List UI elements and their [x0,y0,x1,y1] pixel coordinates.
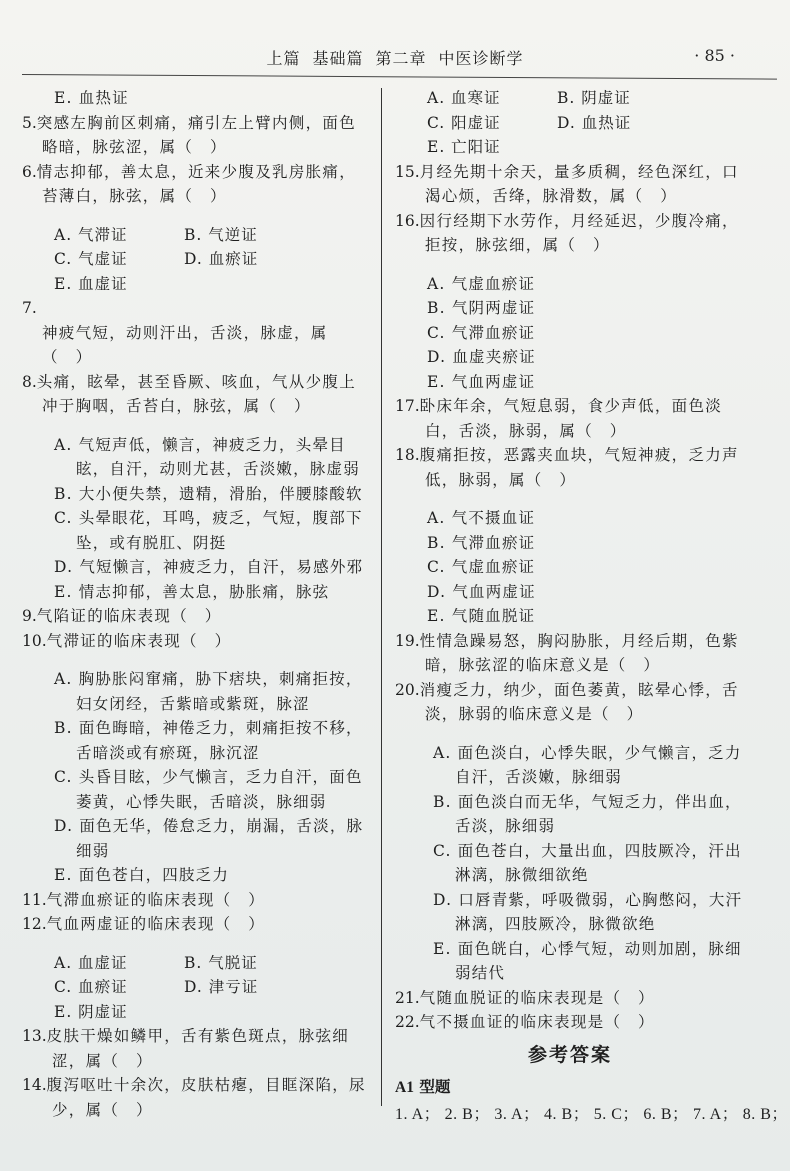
answers-heading: 参考答案 [527,1043,612,1066]
option-d: D. 气短懒言，神疲乏力，自汗，易感外邪 [54,558,364,576]
option-c: C. 头昏目眩，少气懒言，乏力自汗，面色萎黄，心悸失眠，舌暗淡，脉细弱 [54,768,363,811]
question-number: 12. [22,915,47,933]
option-b: B. 大小便失禁，遗精，滑胎，伴腰膝酸软 [54,484,363,503]
question-number: 17. [395,397,420,415]
question-number: 6. [22,162,37,181]
question-number: 21. [395,988,420,1007]
question-text: 神疲气短，动则汗出，舌淡，脉虚，属（ ） [42,323,328,366]
option-e: E. 气血两虚证 [427,372,536,391]
question-number: 13. [22,1027,47,1045]
question-6 [22,160,370,209]
question-text: 皮肤干燥如鳞甲，舌有紫色斑点，脉弦细涩，属（ ） [46,1027,350,1070]
option-a: A. 气不摄血证 [427,509,536,527]
option-b: B. 气阴两虚证 [427,299,536,317]
option-e: E. 气随血脱证 [427,607,536,625]
option-e: E. 亡阳证 [427,138,501,156]
question-number: 18. [395,446,420,464]
question-18 [395,443,745,492]
option-a: A. 血虚证 [54,953,128,972]
option-b: B. 面色晦暗，神倦乏力，刺痛拒按不移，舌暗淡或有瘀斑，脉沉涩 [54,719,363,762]
option-c: C. 气滞血瘀证 [427,323,536,342]
question-text: 消瘦乏力，纳少，面色萎黄，眩晕心悸，舌淡，脉弱的临床意义是（ ） [419,680,739,723]
question-number: 19. [395,631,420,650]
question-text: 气滞血瘀证的临床表现（ ） [46,890,266,909]
question-text: 性情急躁易怒，胸闷胁胀，月经后期，色紫暗，脉弦涩的临床意义是（ ） [419,631,739,674]
option-a: A. 面色淡白，心悸失眠，少气懒言，乏力自汗，舌淡嫩，脉细弱 [433,743,742,786]
question-text: 腹泻呕吐十余次，皮肤枯瘪，目眶深陷，尿少，属（ ） [46,1076,366,1119]
question-text: 情志抑郁，善太息，近来少腹及乳房胀痛，苔薄白，脉弦，属（ ） [36,162,356,205]
question-number: 22. [395,1013,420,1031]
option-d: D. 血虚夹瘀证 [427,348,536,366]
right-column [395,86,788,1127]
question-7 [22,296,370,370]
section-code: A1 [395,1079,414,1096]
left-column [22,86,370,1122]
option-a: A. 血寒证 [427,89,501,107]
option-e: E. 血热证 [54,89,129,107]
option-e: E. 情志抑郁，善太息，胁胀痛，脉弦 [54,582,330,601]
question-number: 10. [22,631,47,650]
options-grid [22,951,370,1025]
question-text: 卧床年余，气短息弱，食少声低，面色淡白，舌淡，脉弱，属（ ） [419,397,723,440]
option-c: C. 气虚血瘀证 [427,558,536,576]
question-text: 头痛，眩晕，甚至昏厥、咳血，气从少腹上冲于胸咽，舌苔白，脉弦，属（ ） [36,372,356,415]
question-15 [395,160,745,209]
option-a: A. 胸胁胀闷窜痛，胁下痞块，刺痛拒按，妇女闭经，舌紫暗或紫斑，脉涩 [54,670,363,713]
question-12 [22,912,370,937]
option-c: C. 气虚证 [54,250,128,268]
question-number: 16. [395,211,420,230]
question-5 [22,111,370,160]
option-d: D. 血瘀证 [184,250,259,268]
header-chapter: 第二章 [375,49,427,68]
question-number: 7. [22,299,37,317]
option-b: B. 气滞血瘀证 [427,533,536,552]
option-b: B. 气逆证 [184,225,258,244]
option-e: E. 血虚证 [54,274,128,293]
question-text: 月经先期十余天，量多质稠，经色深红，口渴心烦，舌绛，脉滑数，属（ ） [419,162,739,205]
question-text: 气滞证的临床表现（ ） [46,631,232,650]
question-number: 5. [22,113,37,132]
question-text: 气随血脱证的临床表现是（ ） [419,988,655,1007]
question-text: 突感左胸前区刺痛，痛引左上臂内侧，面色略暗，脉弦涩，属（ ） [36,113,356,156]
options-grid [22,223,370,297]
question-text: 气不摄血证的临床表现是（ ） [419,1013,655,1031]
header-title [0,46,790,69]
section-name: 型题 [413,1077,451,1096]
option-a: A. 气滞证 [54,225,128,244]
options-grid [395,86,745,160]
answers-section-label [395,1075,745,1101]
option-d: D. 面色无华，倦怠乏力，崩漏，舌淡，脉细弱 [54,817,364,860]
question-17 [395,394,745,443]
option-a: A. 气虚血瘀证 [427,274,536,293]
option-b: B. 阴虚证 [557,89,631,107]
page-number: · 85 · [694,46,735,65]
question-number: 20. [395,680,420,699]
option-c: C. 头晕眼花，耳鸣，疲乏，气短，腹部下坠，或有脱肛、阴挺 [54,509,363,552]
question-text: 腹痛拒按，恶露夹血块，气短神疲，乏力声低，脉弱，属（ ） [419,446,739,489]
option-b: B. 气脱证 [184,953,258,972]
column-divider [381,88,382,1106]
option-d: D. 气血两虚证 [427,582,536,601]
option-a: A. 气短声低，懒言，神疲乏力，头晕目眩，自汗，动则尤甚，舌淡嫩，脉虚弱 [54,435,360,478]
question-text: 气血两虚证的临床表现（ ） [46,915,266,933]
question-number: 11. [22,890,47,909]
question-13 [22,1024,370,1073]
header-part: 上篇 [266,49,301,68]
option-e: E. 面色㿠白，心悸气短，动则加剧，脉细弱结代 [433,939,742,982]
header-chapter-title: 中医诊断学 [438,49,524,68]
option-d: D. 津亏证 [184,978,259,996]
question-number: 9. [22,607,37,625]
option-e: E. 阴虚证 [54,1002,128,1021]
question-8 [22,370,370,419]
question-text: 气陷证的临床表现（ ） [36,607,222,625]
question-14 [22,1073,370,1122]
question-number: 14. [22,1076,47,1094]
option-b: B. 面色淡白而无华，气短乏力，伴出血，舌淡，脉细弱 [433,792,742,835]
question-22 [395,1010,745,1035]
option-e: E. 面色苍白，四肢乏力 [54,866,230,884]
option-c: C. 血瘀证 [54,978,128,996]
header-section: 基础篇 [312,49,364,68]
option-d: D. 口唇青紫，呼吸微弱，心胸憋闷，大汗淋漓，四肢厥冷，脉微欲绝 [433,890,743,933]
question-10 [22,629,370,654]
option-c: C. 阳虚证 [427,113,501,132]
question-21 [395,986,745,1011]
question-20 [395,678,745,727]
answers-line: 1. A； 2. B； 3. A； 4. B； 5. C； 6. B； 7. A； 8. B； [395,1105,788,1123]
option-d: D. 血热证 [557,113,632,132]
question-11 [22,888,370,913]
question-number: 8. [22,372,37,391]
running-header [0,46,790,76]
question-19 [395,629,745,678]
option-c: C. 面色苍白，大量出血，四肢厥冷，汗出淋漓，脉微细欲绝 [433,841,742,884]
question-number: 15. [395,162,420,181]
question-9 [22,604,370,629]
question-text: 因行经期下水劳作，月经延迟，少腹冷痛，拒按，脉弦细，属（ ） [419,211,739,254]
question-16 [395,209,745,258]
